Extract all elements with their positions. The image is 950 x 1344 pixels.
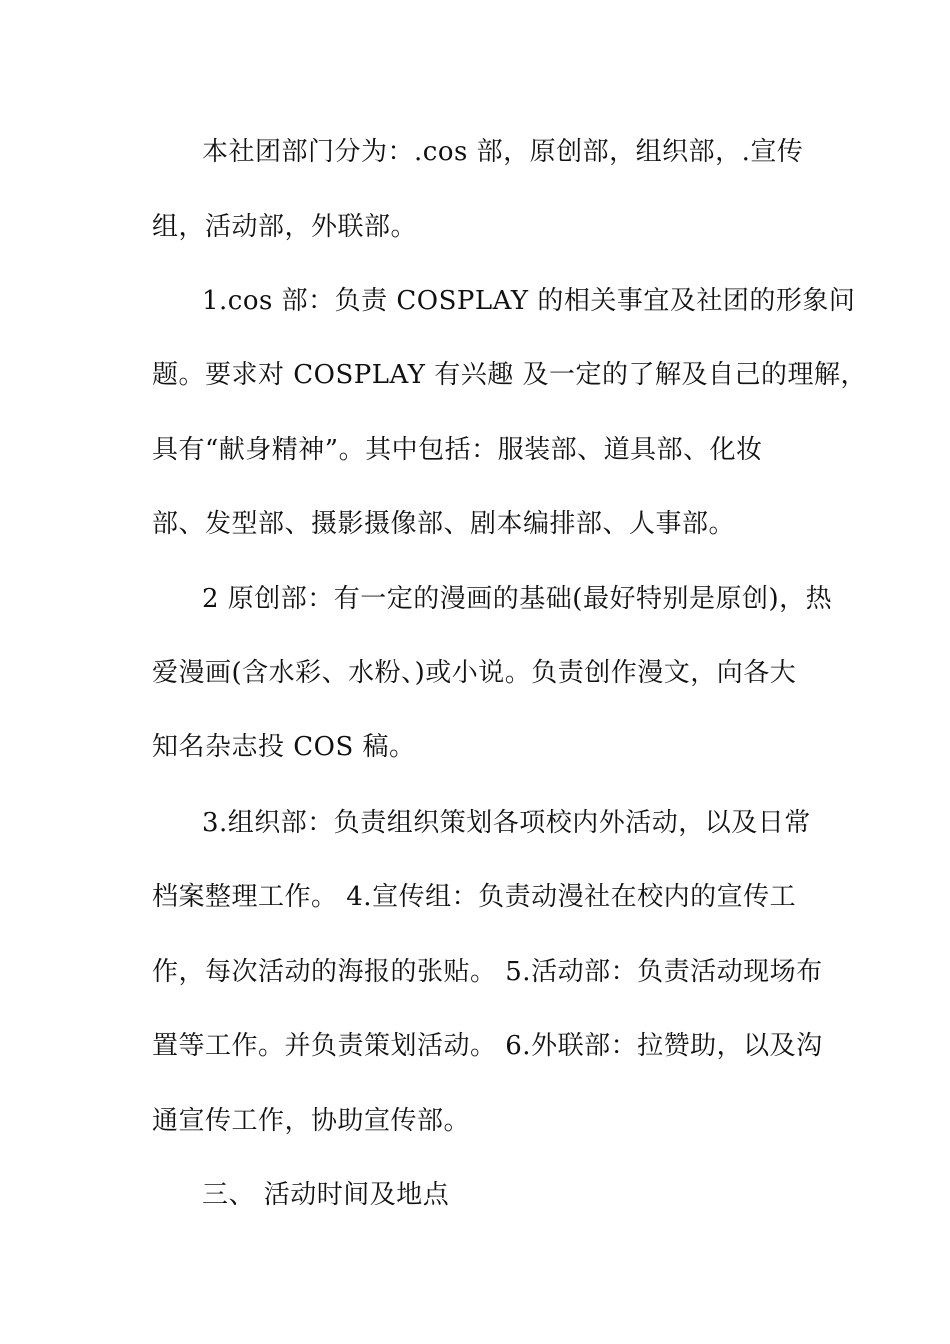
- paragraph-original-line-1: 2 原创部：有一定的漫画的基础(最好特别是原创)，热: [202, 584, 833, 614]
- paragraph-cos-line-3: 具有“献身精神”。其中包括：服装部、道具部、化妆: [152, 435, 763, 465]
- paragraph-departments-line-1: 本社团部门分为：.cos 部，原创部，组织部，.宣传: [202, 137, 804, 167]
- paragraph-original-line-3: 知名杂志投 COS 稿。: [152, 732, 416, 762]
- paragraph-organization-line-2: 档案整理工作。 4.宣传组：负责动漫社在校内的宣传工: [152, 882, 797, 912]
- paragraph-cos-line-2: 题。要求对 COSPLAY 有兴趣 及一定的了解及自己的理解，: [152, 360, 867, 390]
- paragraph-original-line-2: 爱漫画(含水彩、水粉、)或小说。负责创作漫文，向各大: [152, 658, 797, 688]
- section-heading-time-location: 三、 活动时间及地点: [202, 1180, 450, 1210]
- paragraph-cos-line-1: 1.cos 部：负责 COSPLAY 的相关事宜及社团的形象问: [202, 286, 856, 316]
- paragraph-departments-line-2: 组，活动部，外联部。: [152, 212, 418, 242]
- paragraph-organization-line-3: 作，每次活动的海报的张贴。 5.活动部：负责活动现场布: [152, 957, 823, 987]
- paragraph-organization-line-1: 3.组织部：负责组织策划各项校内外活动，以及日常: [202, 808, 811, 838]
- paragraph-organization-line-5: 通宣传工作，协助宣传部。: [152, 1106, 471, 1136]
- paragraph-organization-line-4: 置等工作。并负责策划活动。 6.外联部：拉赞助，以及沟: [152, 1031, 823, 1061]
- paragraph-cos-line-4: 部、发型部、摄影摄像部、剧本编排部、人事部。: [152, 509, 736, 539]
